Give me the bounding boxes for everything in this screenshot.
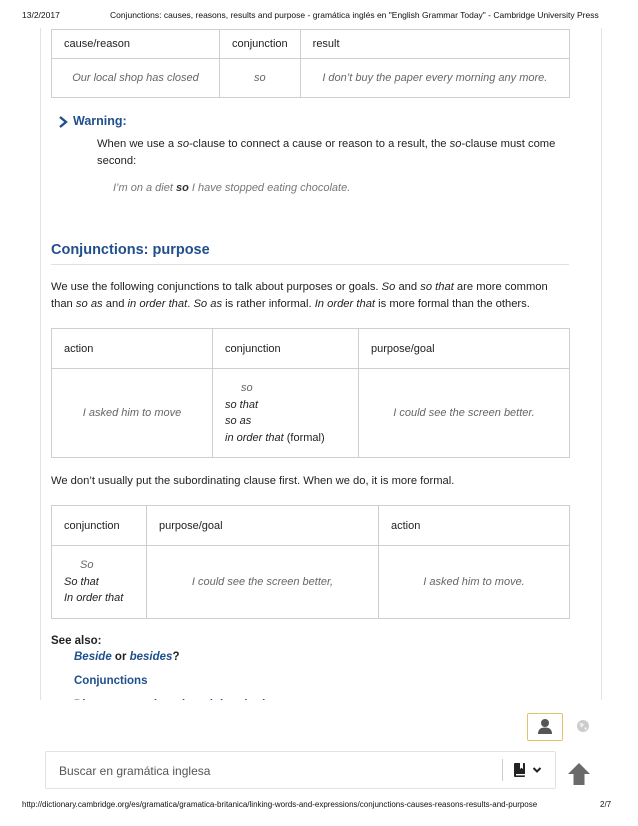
table-header: purpose/goal <box>359 329 570 369</box>
table-cell: I asked him to move. <box>379 546 570 619</box>
clause-order-table <box>51 505 570 619</box>
chevron-right-icon <box>56 115 70 129</box>
see-also-link-conjunctions[interactable]: Conjunctions <box>74 675 148 687</box>
purpose-intro: We use the following conjunctions to talk about purposes or goals. So and so that are more common than so as and in order that. So as is rather informal. In order that is more formal than the others. <box>51 281 548 310</box>
table-cell: I could see the screen better, <box>147 546 379 619</box>
table-header: action <box>379 506 570 546</box>
content-border-left <box>40 28 41 710</box>
book-icon[interactable] <box>513 762 527 778</box>
table-header: purpose/goal <box>147 506 379 546</box>
globe-icon[interactable] <box>576 719 590 733</box>
table-header: action <box>52 329 213 369</box>
heading-divider <box>51 264 569 265</box>
warning-example: I’m on a diet so I have stopped eating chocolate. <box>113 182 351 194</box>
table-header: result <box>300 30 569 59</box>
conjunction-cell: so so that so as in order that (formal) <box>213 369 359 458</box>
chevron-down-icon[interactable] <box>532 765 542 775</box>
search-input[interactable]: Buscar en gramática inglesa <box>59 764 211 778</box>
print-date: 13/2/2017 <box>22 10 60 20</box>
see-also-link-beside[interactable]: Beside or besides? <box>74 651 180 663</box>
search-divider <box>502 759 503 781</box>
table-cell: I asked him to move <box>52 369 213 458</box>
table-cell: I don’t buy the paper every morning any more. <box>300 59 569 98</box>
table-header: cause/reason <box>52 30 220 59</box>
see-also-label: See also: <box>51 635 102 647</box>
page-number: 2/7 <box>600 800 612 809</box>
table-cell: I could see the screen better. <box>359 369 570 458</box>
content-border-right <box>601 28 602 710</box>
warning-label: Warning: <box>73 114 127 128</box>
page-url: http://dictionary.cambridge.org/es/gramatica/gramatica-britanica/linking-words-and-expressions/conjunctions-causes-reasons-results-and-purpose <box>22 800 538 809</box>
mid-text: We don’t usually put the subordinating clause first. When we do, it is more formal. <box>51 475 455 487</box>
content-cutoff <box>0 700 638 714</box>
warning-text: When we use a so-clause to connect a cause or reason to a result, the so-clause must come second: <box>97 138 556 167</box>
table-header: conjunction <box>52 506 147 546</box>
user-button[interactable] <box>527 713 563 741</box>
arrow-up-icon[interactable] <box>565 761 593 787</box>
table-cell: Our local shop has closed <box>52 59 220 98</box>
section-heading: Conjunctions: purpose <box>51 242 210 258</box>
conjunction-cell: So So that In order that <box>52 546 147 619</box>
cause-result-table <box>51 29 570 98</box>
table-header: conjunction <box>213 329 359 369</box>
purpose-table <box>51 328 570 458</box>
grammar-search-bar <box>45 751 556 789</box>
print-title: Conjunctions: causes, reasons, results and purpose - gramática inglés en "English Grammar Today" - Cambridge University Press <box>110 10 599 20</box>
table-header: conjunction <box>220 30 301 59</box>
table-cell: so <box>220 59 301 98</box>
user-icon <box>528 714 562 740</box>
